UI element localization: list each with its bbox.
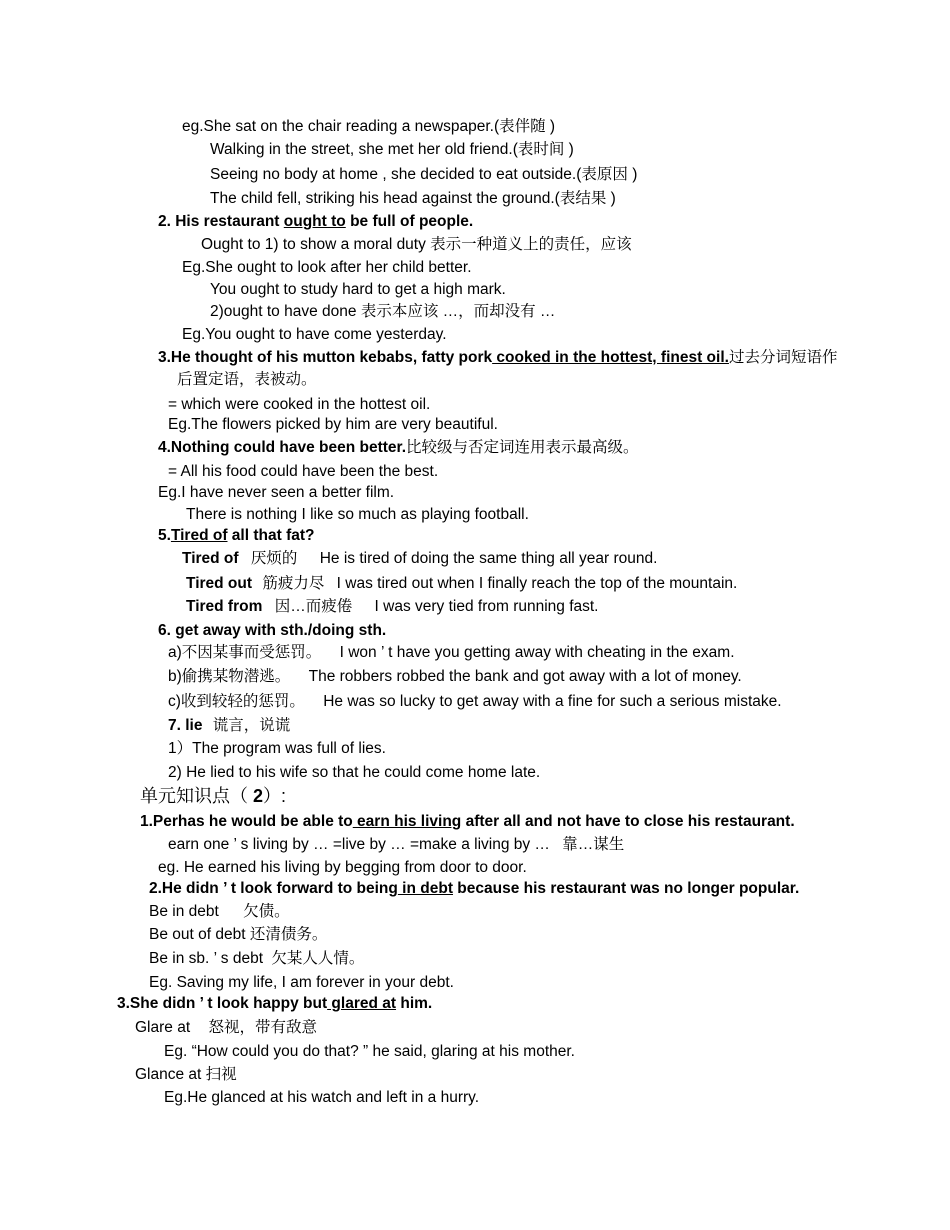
- point-heading: [158, 212, 473, 232]
- point-heading: [158, 348, 837, 368]
- example-line: 1）The program was full of lies.: [168, 740, 386, 757]
- translation: 靠…谋生: [562, 836, 625, 853]
- translation: 筋疲力尽: [262, 575, 325, 592]
- note-text: (表原因 ): [576, 166, 638, 183]
- term: Be in debt: [149, 903, 219, 920]
- point-heading: 6. get away with sth./doing sth.: [158, 622, 387, 639]
- usage-line: Glance at 扫视: [135, 1066, 237, 1083]
- heading-text: 3.He thought of his mutton kebabs, fatty pork: [158, 349, 493, 366]
- example-line: Eg.He glanced at his watch and left in a hurry.: [164, 1089, 480, 1106]
- note-text: (表伴随 ): [493, 118, 556, 135]
- usage-line: [149, 949, 364, 969]
- translation: 怒视，带有敌意: [208, 1019, 317, 1036]
- example-line: There is nothing I like so much as playing football.: [186, 506, 529, 523]
- underlined-phrase: cooked in the hottest, finest oil.: [492, 349, 729, 366]
- example-text: Seeing no body at home , she decided to eat outside.: [210, 166, 577, 183]
- usage-line: [168, 643, 735, 663]
- example-line: Eg.I have never seen a better film.: [158, 484, 395, 501]
- point-heading: [140, 812, 795, 832]
- translation: 欠债。: [243, 903, 290, 920]
- heading-text: 2. His restaurant: [158, 213, 284, 230]
- translation: 欠某人人情。: [271, 950, 365, 967]
- heading-text: ）:: [263, 786, 287, 806]
- point-heading: [158, 438, 639, 458]
- usage-text: earn one ’ s living by … =live by … =make a living by …: [168, 836, 550, 853]
- example-text: I was tired out when I finally reach the top of the mountain.: [336, 575, 738, 592]
- example-text: I won ’ t have you getting away with cheating in the exam.: [339, 644, 735, 661]
- usage-line: 2)ought to have done 表示本应该 …，而却没有 …: [210, 303, 556, 320]
- heading-text: because his restaurant was no longer popular.: [452, 880, 800, 897]
- usage-line: [186, 574, 737, 594]
- term: Tired of: [182, 550, 239, 567]
- heading-text: all that fat?: [227, 527, 315, 544]
- example-text: He is tired of doing the same thing all year round.: [319, 550, 658, 567]
- heading-text: after all and not have to close his restaurant.: [461, 813, 795, 830]
- example-line: eg. He earned his living by begging from door to door.: [158, 859, 527, 876]
- example-text: I was very tied from running fast.: [374, 598, 599, 615]
- underlined-phrase: in debt: [397, 880, 453, 897]
- heading-text: 2.He didn ’ t look forward to being: [149, 880, 398, 897]
- usage-line: [168, 667, 742, 687]
- usage-line: [182, 549, 657, 569]
- example-line: 2) He lied to his wife so that he could come home late.: [168, 764, 541, 781]
- heading-number: 2: [253, 786, 264, 806]
- example-text: The robbers robbed the bank and got away with a lot of money.: [308, 668, 742, 685]
- heading-text: 1.Perhas he would be able to: [140, 813, 353, 830]
- example-line: Eg.The flowers picked by him are very beautiful.: [168, 416, 498, 433]
- usage-line: [149, 902, 290, 922]
- translation: c)收到较轻的惩罚。: [168, 693, 305, 710]
- translation: 因…而疲倦: [274, 598, 353, 615]
- heading-text: 4.Nothing could have been better.: [158, 439, 407, 456]
- note-text: 比较级与否定词连用表示最高级。: [406, 439, 639, 456]
- section-heading: [140, 786, 286, 806]
- example-line: Eg.She ought to look after her child better.: [182, 259, 472, 276]
- usage-line: [168, 835, 624, 855]
- note-text: (表结果 ): [554, 190, 616, 207]
- example-line: [210, 165, 637, 185]
- underlined-phrase: earn his living: [352, 813, 462, 830]
- term: Tired out: [186, 575, 253, 592]
- example-line: Eg.You ought to have come yesterday.: [182, 326, 447, 343]
- heading-text: be full of people.: [345, 213, 474, 230]
- translation: 厌烦的: [250, 550, 298, 567]
- translation: 谎言，说谎: [212, 717, 291, 734]
- point-heading: [117, 994, 432, 1014]
- example-line: [182, 117, 555, 137]
- term: Be in sb. ’ s debt: [149, 950, 264, 967]
- usage-line: Ought to 1) to show a moral duty 表示一种道义上的责任，应该: [201, 236, 632, 253]
- underlined-phrase: ought to: [283, 213, 346, 230]
- example-text: The child fell, striking his head against the ground.: [210, 190, 555, 207]
- term: Tired from: [186, 598, 263, 615]
- heading-text: him.: [396, 995, 433, 1012]
- usage-line: Be out of debt 还清债务。: [149, 926, 328, 943]
- point-heading: [168, 716, 290, 736]
- equivalent-line: = which were cooked in the hottest oil.: [168, 396, 431, 413]
- note-text: 过去分词短语作: [728, 349, 838, 366]
- usage-line: [186, 597, 599, 617]
- heading-text: 5.: [158, 527, 171, 544]
- heading-text: 7. lie: [168, 717, 203, 734]
- usage-line: [168, 692, 782, 712]
- example-line: [210, 140, 574, 160]
- translation: b)偷携某物潜逃。: [168, 668, 291, 685]
- underlined-phrase: glared at: [327, 995, 397, 1012]
- note-line: 后置定语，表被动。: [177, 371, 317, 388]
- example-text: He was so lucky to get away with a fine for such a serious mistake.: [323, 693, 782, 710]
- heading-text: 单元知识点（: [140, 786, 254, 806]
- example-line: Eg. Saving my life, I am forever in your debt.: [149, 974, 454, 991]
- example-text: eg.She sat on the chair reading a newspaper.: [182, 118, 494, 135]
- term: Glare at: [135, 1019, 191, 1036]
- underlined-phrase: Tired of: [170, 527, 228, 544]
- example-text: Walking in the street, she met her old friend.: [210, 141, 513, 158]
- point-heading: [158, 526, 314, 546]
- example-line: Eg. “How could you do that? ” he said, glaring at his mother.: [164, 1043, 575, 1060]
- example-line: You ought to study hard to get a high mark.: [210, 281, 506, 298]
- translation: a)不因某事而受惩罚。: [168, 644, 322, 661]
- usage-line: [135, 1018, 317, 1038]
- note-text: (表时间 ): [512, 141, 574, 158]
- equivalent-line: = All his food could have been the best.: [168, 463, 439, 480]
- heading-text: 3.She didn ’ t look happy but: [117, 995, 328, 1012]
- point-heading: [149, 879, 799, 899]
- example-line: [210, 189, 616, 209]
